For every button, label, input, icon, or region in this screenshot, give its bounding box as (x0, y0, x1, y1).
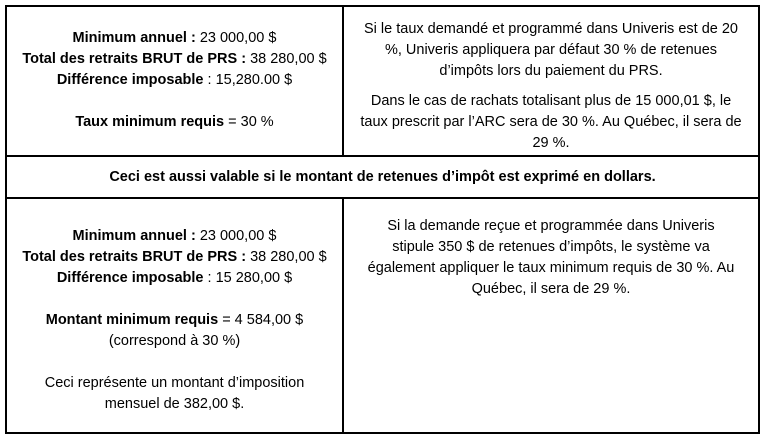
montant-minimum-line (7, 310, 342, 331)
total-retraits-value-2: 38 280,00 $ (250, 249, 327, 265)
minimum-annuel-value: 23 000,00 $ (199, 30, 277, 46)
table-row-middle-note (7, 157, 758, 199)
taux-minimum-line (7, 112, 342, 133)
total-retraits-label-2: Total des retraits BRUT de PRS : (22, 249, 247, 265)
table-row-bottom (7, 199, 758, 432)
total-retraits-label: Total des retraits BRUT de PRS : (22, 51, 247, 67)
montant-minimum-value: = 4 584,00 $ (222, 312, 304, 328)
tax-withholding-examples-table (5, 5, 760, 434)
table-row-top (7, 7, 758, 157)
cell-top-right-explanation (344, 7, 758, 155)
difference-imposable-label: Différence imposable (56, 72, 204, 88)
total-retraits-line-2 (7, 247, 342, 268)
difference-imposable-value: : 15,280.00 $ (207, 72, 293, 88)
arc-prescribed-rate-paragraph: Dans le cas de rachats totalisant plus de 15 000,01 $, le taux prescrit par l’ARC sera de 30 %. Au Québec, il sera de 29 %. (360, 93, 742, 151)
taux-minimum-label: Taux minimum requis (75, 114, 225, 130)
minimum-annuel-label-2: Minimum annuel : (72, 228, 196, 244)
difference-imposable-value-2: : 15 280,00 $ (207, 270, 293, 286)
univeris-default-rate-paragraph: Si le taux demandé et programmé dans Univeris est de 20 %, Univeris appliquera par défaut 30 % de retenues d’impôts lors du paiement du PRS. (364, 21, 738, 79)
total-retraits-value: 38 280,00 $ (250, 51, 327, 67)
minimum-annuel-label: Minimum annuel : (72, 30, 196, 46)
minimum-annuel-line (7, 28, 342, 49)
difference-imposable-line-2 (7, 268, 342, 289)
difference-imposable-label-2: Différence imposable (56, 270, 204, 286)
middle-note-text: Ceci est aussi valable si le montant de retenues d’impôt est exprimé en dollars. (109, 168, 656, 185)
minimum-annuel-value-2: 23 000,00 $ (199, 228, 277, 244)
difference-imposable-line (7, 70, 342, 91)
univeris-dollar-amount-paragraph: Si la demande reçue et programmée dans Univeris stipule 350 $ de retenues d’impôts, le système va également appliquer le taux minimum requis de 30 %. Au Québec, il sera de 29 %. (367, 218, 735, 297)
montant-minimum-label: Montant minimum requis (45, 312, 219, 328)
cell-top-left-calculation (7, 7, 344, 155)
imposition-mensuelle-note: Ceci représente un montant d’imposition mensuel de 382,00 $. (44, 375, 305, 412)
correspond-note: (correspond à 30 %) (108, 333, 241, 349)
total-retraits-line (7, 49, 342, 70)
minimum-annuel-line-2 (7, 226, 342, 247)
cell-bottom-left-calculation (7, 199, 344, 432)
cell-bottom-right-explanation (344, 199, 758, 432)
taux-minimum-value: = 30 % (228, 114, 274, 130)
